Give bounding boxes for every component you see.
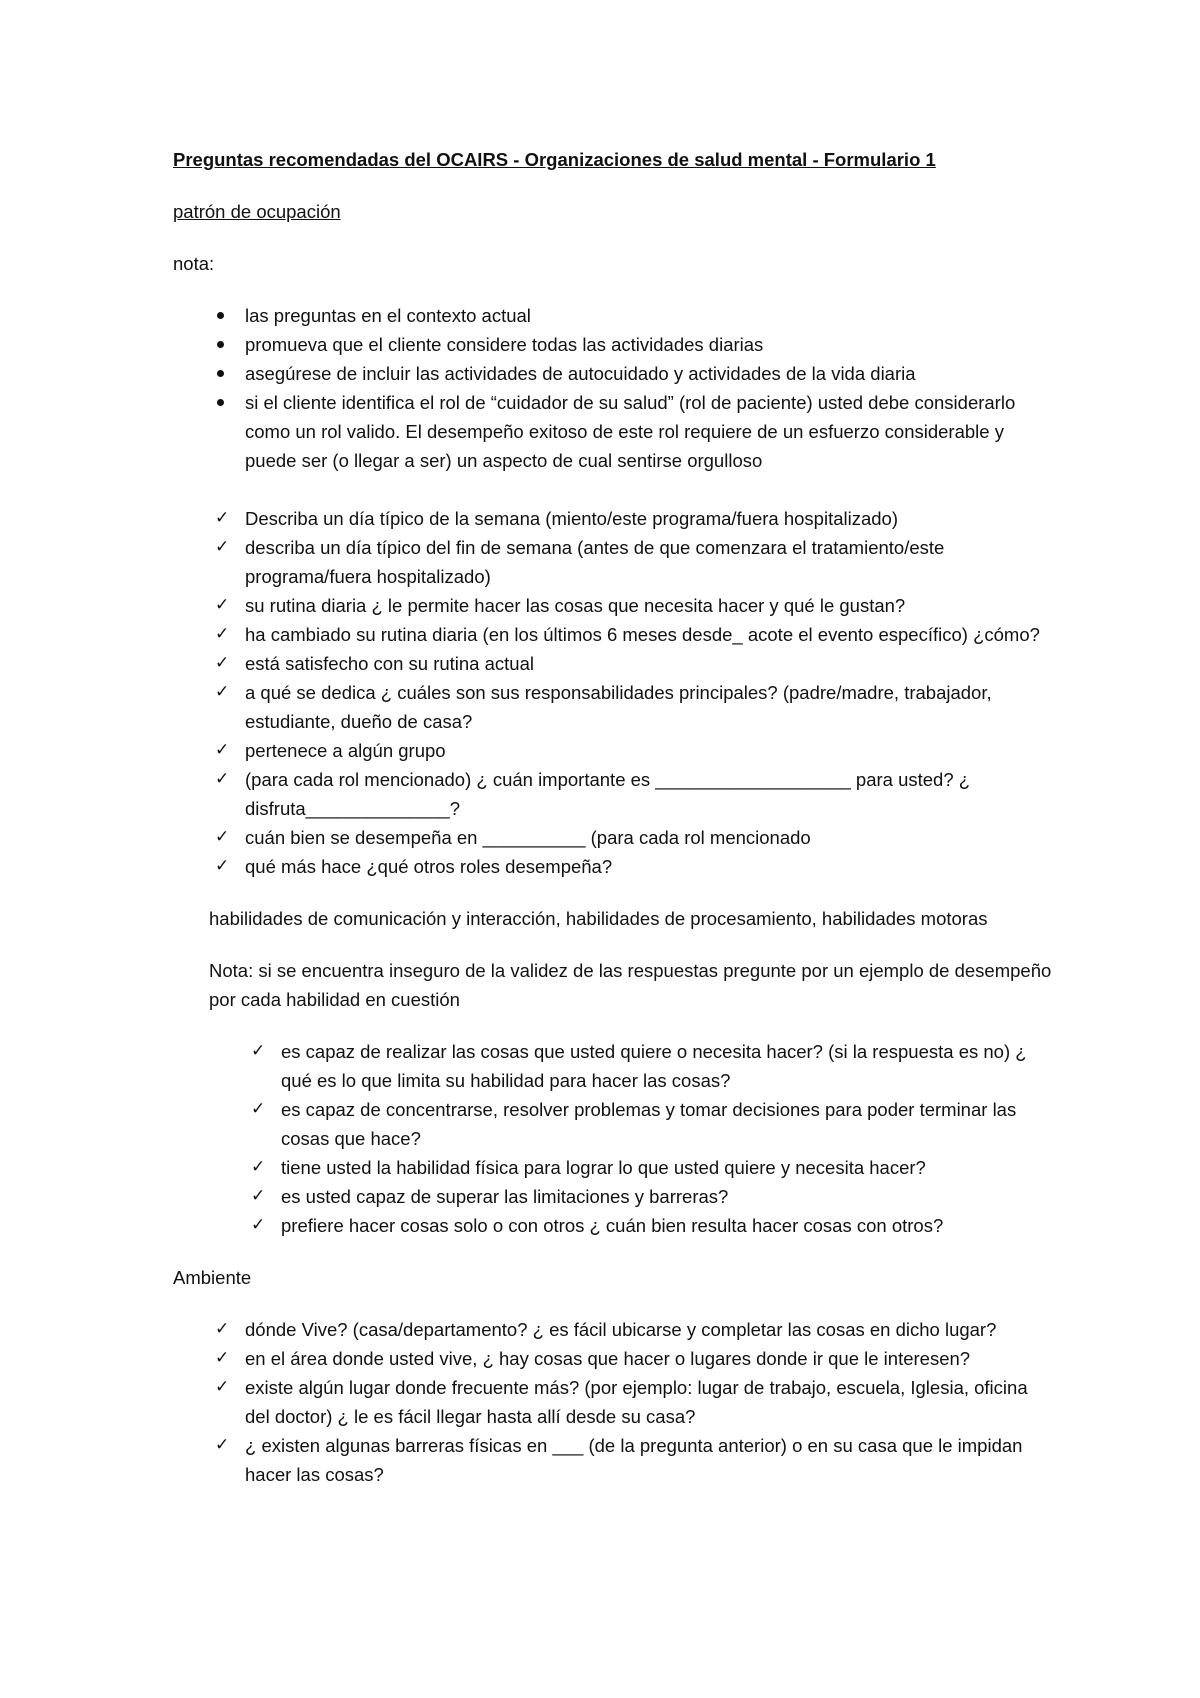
document-page	[173, 145, 1053, 1489]
list-item: si el cliente identifica el rol de “cuidador de su salud” (rol de paciente) usted debe considerarlo como un rol valido. El desempeño exitoso de este rol requiere de un esfuerzo considerable y puede ser (o llegar a ser) un aspecto de cual sentirse orgulloso	[173, 388, 1053, 475]
list-item: asegúrese de incluir las actividades de autocuidado y actividades de la vida diaria	[173, 359, 1053, 388]
list-item: ✓ existe algún lugar donde frecuente más? (por ejemplo: lugar de trabajo, escuela, Iglesia, oficina del doctor) ¿ le es fácil llegar hasta allí desde su casa?	[173, 1373, 1053, 1431]
list-item: ✓ Describa un día típico de la semana (miento/este programa/fuera hospitalizado)	[173, 504, 1053, 533]
check-icon: ✓	[215, 856, 230, 876]
skills-section	[209, 904, 1053, 1014]
check-icon: ✓	[215, 1377, 230, 1397]
list-item: ✓ dónde Vive? (casa/departamento? ¿ es fácil ubicarse y completar las cosas en dicho lugar?	[173, 1315, 1053, 1344]
list-item: las preguntas en el contexto actual	[173, 301, 1053, 330]
check-icon: ✓	[251, 1215, 266, 1235]
check-icon: ✓	[251, 1186, 266, 1206]
check-icon: ✓	[215, 682, 230, 702]
check-icon: ✓	[251, 1041, 266, 1061]
list-item: ✓ (para cada rol mencionado) ¿ cuán importante es ___________________ para usted? ¿ disfruta______________?	[173, 765, 1053, 823]
skills-note: Nota: si se encuentra inseguro de la validez de las respuestas pregunte por un ejemplo de desempeño por cada habilidad en cuestión	[209, 960, 1052, 1010]
check-icon: ✓	[215, 537, 230, 557]
check-icon: ✓	[215, 653, 230, 673]
check-icon: ✓	[215, 1319, 230, 1339]
bullet-icon	[217, 341, 224, 348]
section-heading-environment: Ambiente	[173, 1267, 252, 1288]
list-item: ✓ es capaz de realizar las cosas que usted quiere o necesita hacer? (si la respuesta es no) ¿ qué es lo que limita su habilidad para hacer las cosas?	[173, 1037, 1053, 1095]
bullet-icon	[217, 370, 224, 377]
check-icon: ✓	[215, 624, 230, 644]
list-item: promueva que el cliente considere todas las actividades diarias	[173, 330, 1053, 359]
check-icon: ✓	[215, 1348, 230, 1368]
list-item: ✓ ¿ existen algunas barreras físicas en ___ (de la pregunta anterior) o en su casa que le impidan hacer las cosas?	[173, 1431, 1053, 1489]
note-bullet-list	[173, 301, 1053, 475]
check-icon: ✓	[215, 740, 230, 760]
list-item: ✓ está satisfecho con su rutina actual	[173, 649, 1053, 678]
bullet-icon	[217, 399, 224, 406]
occupation-questions-list	[173, 504, 1053, 881]
list-item: ✓ es capaz de concentrarse, resolver problemas y tomar decisiones para poder terminar las cosas que hace?	[173, 1095, 1053, 1153]
environment-questions-list	[173, 1315, 1053, 1489]
section-heading-occupation-pattern: patrón de ocupación	[173, 201, 341, 222]
list-item: ✓ ha cambiado su rutina diaria (en los últimos 6 meses desde_ acote el evento específico) ¿cómo?	[173, 620, 1053, 649]
section-heading-skills: habilidades de comunicación y interacción, habilidades de procesamiento, habilidades motoras	[209, 908, 988, 929]
document-title: Preguntas recomendadas del OCAIRS - Organizaciones de salud mental - Formulario 1	[173, 149, 936, 170]
list-item: ✓ en el área donde usted vive, ¿ hay cosas que hacer o lugares donde ir que le interesen?	[173, 1344, 1053, 1373]
check-icon: ✓	[215, 595, 230, 615]
check-icon: ✓	[215, 827, 230, 847]
list-item: ✓ cuán bien se desempeña en __________ (para cada rol mencionado	[173, 823, 1053, 852]
list-item: ✓ prefiere hacer cosas solo o con otros ¿ cuán bien resulta hacer cosas con otros?	[173, 1211, 1053, 1240]
check-icon: ✓	[215, 508, 230, 528]
check-icon: ✓	[215, 769, 230, 789]
note-label: nota:	[173, 253, 215, 274]
list-item: ✓ qué más hace ¿qué otros roles desempeña?	[173, 852, 1053, 881]
check-icon: ✓	[251, 1157, 266, 1177]
bullet-icon	[217, 312, 224, 319]
skills-questions-list	[173, 1037, 1053, 1240]
check-icon: ✓	[251, 1099, 266, 1119]
list-item: ✓ es usted capaz de superar las limitaciones y barreras?	[173, 1182, 1053, 1211]
list-item: ✓ su rutina diaria ¿ le permite hacer las cosas que necesita hacer y qué le gustan?	[173, 591, 1053, 620]
check-icon: ✓	[215, 1435, 230, 1455]
list-item: ✓ describa un día típico del fin de semana (antes de que comenzara el tratamiento/este programa/fuera hospitalizado)	[173, 533, 1053, 591]
list-item: ✓ a qué se dedica ¿ cuáles son sus responsabilidades principales? (padre/madre, trabajador, estudiante, dueño de casa?	[173, 678, 1053, 736]
list-item: ✓ pertenece a algún grupo	[173, 736, 1053, 765]
list-item: ✓ tiene usted la habilidad física para lograr lo que usted quiere y necesita hacer?	[173, 1153, 1053, 1182]
